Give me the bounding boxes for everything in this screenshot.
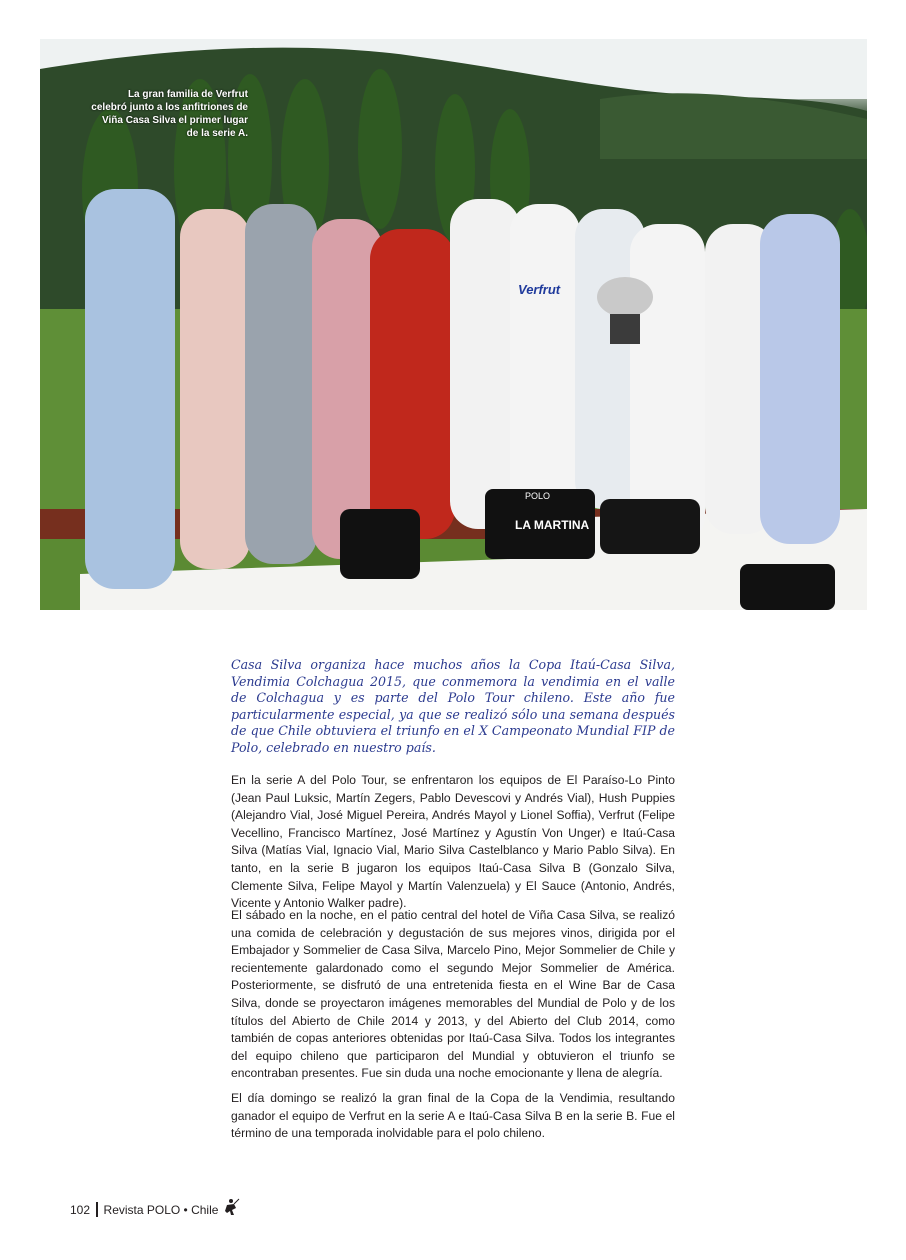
article-intro: Casa Silva organiza hace muchos años la Copa Itaú-Casa Silva, Vendimia Colchagua 2015, que conmemora la vendimia en el valle de Colchagua y es parte del Polo Tour chileno. Este año fue particularmente especial, ya que se realizó sólo una semana después de que Chile obtuviera el triunfo en el X Campeonato Mundial FIP de Polo, celebrado en nuestro país. [231, 657, 675, 755]
bag-polo-text: POLO [525, 491, 551, 501]
page-footer [70, 1198, 240, 1221]
publication-name: Revista POLO • Chile [103, 1202, 219, 1217]
article-paragraph-2: El sábado en la noche, en el patio central del hotel de Viña Casa Silva, se realizó una comida de celebración y degustación de sus mejores vinos, dirigida por el Embajador y Sommelier de Casa Silva, Marcelo Pino, Mejor Sommelier de Chile y recientemente galardonado como el segundo Mejor Sommelier de América. Posteriormente, se disfrutó de una entretenida fiesta en el Wine Bar de Casa Silva, donde se proyectaron imágenes memorables del Mundial de Polo y de los títulos del Abierto de Chile 2014 y 2013, y del Abierto del Club 2014, como también de copas anteriores obtenidas por Itaú-Casa Silva. Todos los integrantes del equipo chileno que participaron del Mundial y obtuvieron el triunfo se encontraban presentes. Fue sin duda una noche emocionante y llena de alegría. [231, 908, 675, 1081]
polo-player-icon [222, 1198, 240, 1221]
article-paragraph-3: El día domingo se realizó la gran final de la Copa de la Vendimia, resultando ganador el equipo de Verfrut en la serie A e Itaú-Casa Silva B en la serie B. Fue el término de una temporada inolvidable para el polo chileno. [231, 1091, 675, 1141]
bag-brand-text: LA MARTINA [515, 518, 590, 532]
event-photo [40, 39, 867, 610]
footer-divider [96, 1202, 98, 1217]
article-paragraph-1: En la serie A del Polo Tour, se enfrentaron los equipos de El Paraíso-Lo Pinto (Jean Paul Luksic, Martín Zegers, Pablo Devescovi y Andrés Vial), Hush Puppies (Alejandro Vial, José Miguel Pereira, Andrés Mayol y Lionel Soffia), Verfrut (Felipe Vecellino, Francisco Martínez, José Martínez y Agustín Von Unger) e Itaú-Casa Silva (Matías Vial, Ignacio Vial, Mario Silva Castelblanco y Mario Pablo Silva). En tanto, en la serie B jugaron los equipos Itaú-Casa Silva B (Gonzalo Silva, Clemente Silva, Felipe Mayol y Martín Valenzuela) y El Sauce (Antonio, Andrés, Vicente y Antonio Walker padre). [231, 773, 675, 911]
photo-caption: La gran familia de Verfrut celebró junto a los anfitriones de Viña Casa Silva el primer lugar de la serie A. [91, 89, 248, 139]
page-number: 102 [70, 1202, 91, 1217]
shirt-brand-text: Verfrut [518, 282, 561, 297]
